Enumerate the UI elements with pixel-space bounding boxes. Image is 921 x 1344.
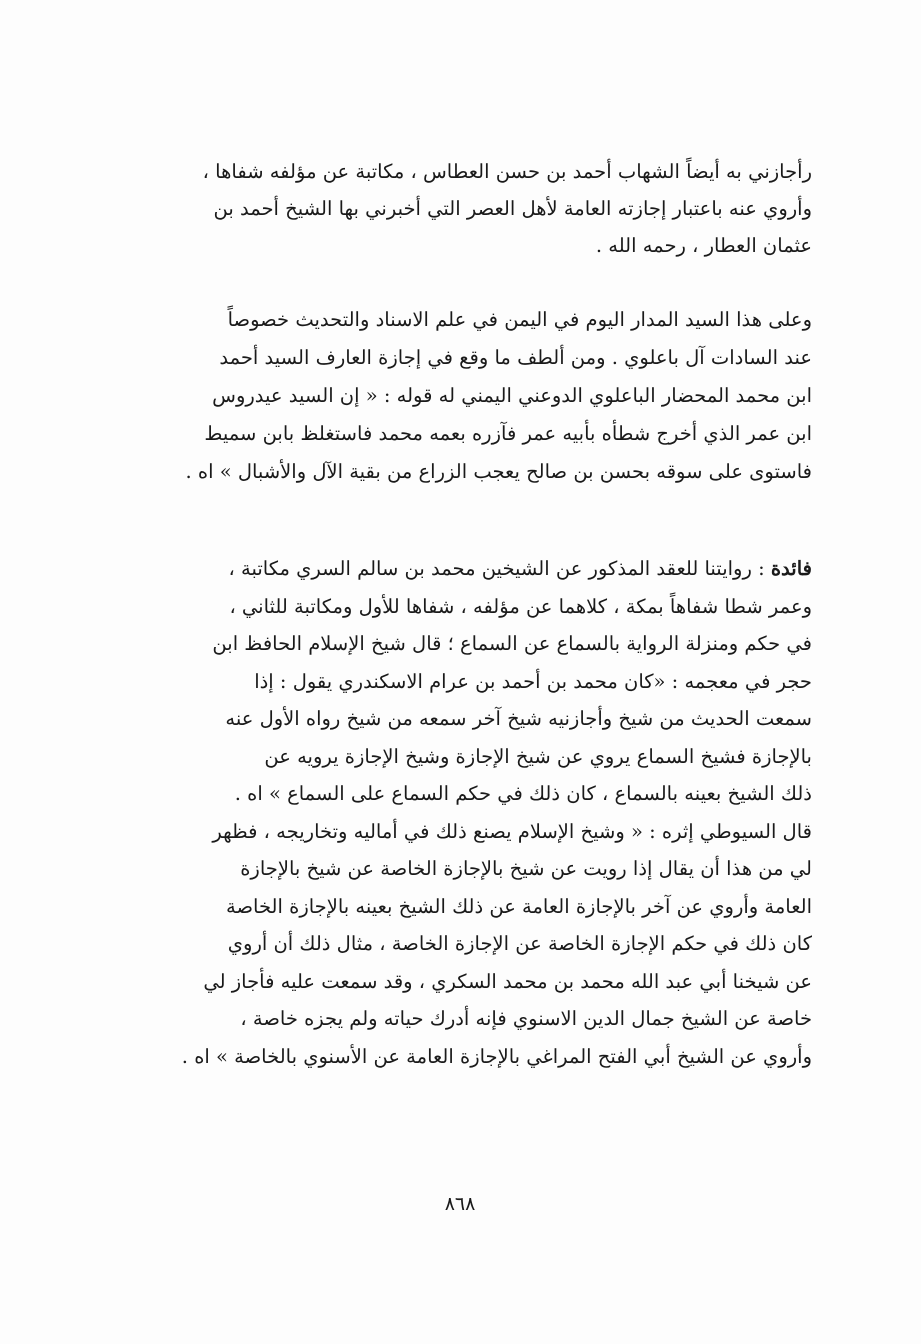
paragraph-3-line: لي من هذا أن يقال إذا رويت عن شيخ بالإجازة الخاصة عن شيخ بالإجازة: [240, 857, 812, 880]
paragraph-2: [128, 301, 812, 491]
paragraph-3-first-line-text: : روايتنا للعقد المذكور عن الشيخين محمد بن سالم السري مكاتبة ،: [228, 557, 771, 580]
paragraph-1-line: رأجازني به أيضاً الشهاب أحمد بن حسن العطاس ، مكاتبة عن مؤلفه شفاها ،: [202, 160, 812, 183]
paragraph-2-line: ابن محمد المحضار الباعلوي الدوعني اليمني له قوله : « إن السيد عيدروس: [212, 384, 812, 407]
paragraph-1: [128, 153, 812, 264]
paragraph-3-line: وعمر شطا شفاهاً بمكة ، كلاهما عن مؤلفه ، شفاها للأول ومكاتبة للثاني ،: [229, 594, 812, 618]
paragraph-3-line: قال السيوطي إثره : « وشيخ الإسلام يصنع ذلك في أماليه وتخاريجه ، فظهر: [212, 819, 812, 843]
paragraph-3: [128, 550, 812, 1075]
paragraph-2-line: وعلى هذا السيد المدار اليوم في اليمن في علم الاسناد والتحديث خصوصاً: [227, 308, 812, 331]
paragraph-3-line: بالإجازة فشيخ السماع يروي عن شيخ الإجازة وشيخ الإجازة يرويه عن: [264, 744, 812, 768]
paragraph-2-line: فاستوى على سوقه بحسن بن صالح يعجب الزراع من بقية الآل والأشبال » اه .: [185, 460, 812, 483]
paragraph-3-line: في حكم ومنزلة الرواية بالسماع عن السماع ؛ قال شيخ الإسلام الحافظ ابن: [212, 632, 812, 655]
paragraph-1-line: وأروي عنه باعتبار إجازته العامة لأهل العصر التي أخبرني بها الشيخ أحمد بن: [213, 197, 812, 220]
paragraph-2-line: ابن عمر الذي أخرج شطأه بأبيه عمر فآزره بعمه محمد فاستغلظ بابن سميط: [204, 422, 812, 445]
paragraph-3-line: سمعت الحديث من شيخ وأجازنيه شيخ آخر سمعه من شيخ رواه الأول عنه: [225, 707, 812, 730]
paragraph-3-line: خاصة عن الشيخ جمال الدين الاسنوي فإنه أدرك حياته ولم يجزه خاصة ،: [240, 1007, 812, 1030]
paragraph-3-line: عن شيخنا أبي عبد الله محمد بن محمد السكري ، وقد سمعت عليه فأجاز لي: [203, 969, 812, 993]
fayda-heading: فائدة: [770, 557, 812, 580]
paragraph-3-line: العامة وأروي عن آخر بالإجازة العامة عن ذلك الشيخ بعينه بالإجازة الخاصة: [226, 894, 812, 918]
paragraph-2-line: عند السادات آل باعلوي . ومن ألطف ما وقع في إجازة العارف السيد أحمد: [219, 346, 812, 369]
paragraph-3-first-line: [128, 550, 812, 588]
paragraph-3-line: ذلك الشيخ بعينه بالسماع ، كان ذلك في حكم السماع على السماع » اه .: [234, 782, 812, 805]
page-number: ٨٦٨: [444, 1193, 476, 1215]
paragraph-1-line: عثمان العطار ، رحمه الله .: [595, 234, 812, 257]
paragraph-3-line: حجر في معجمه : «كان محمد بن أحمد بن عرام الاسكندري يقول : إذا: [254, 669, 812, 693]
paragraph-3-line: كان ذلك في حكم الإجازة الخاصة عن الإجازة الخاصة ، مثال ذلك أن أروي: [227, 932, 812, 955]
paragraph-3-line: وأروي عن الشيخ أبي الفتح المراغي بالإجازة العامة عن الأسنوي بالخاصة » اه .: [181, 1044, 812, 1068]
